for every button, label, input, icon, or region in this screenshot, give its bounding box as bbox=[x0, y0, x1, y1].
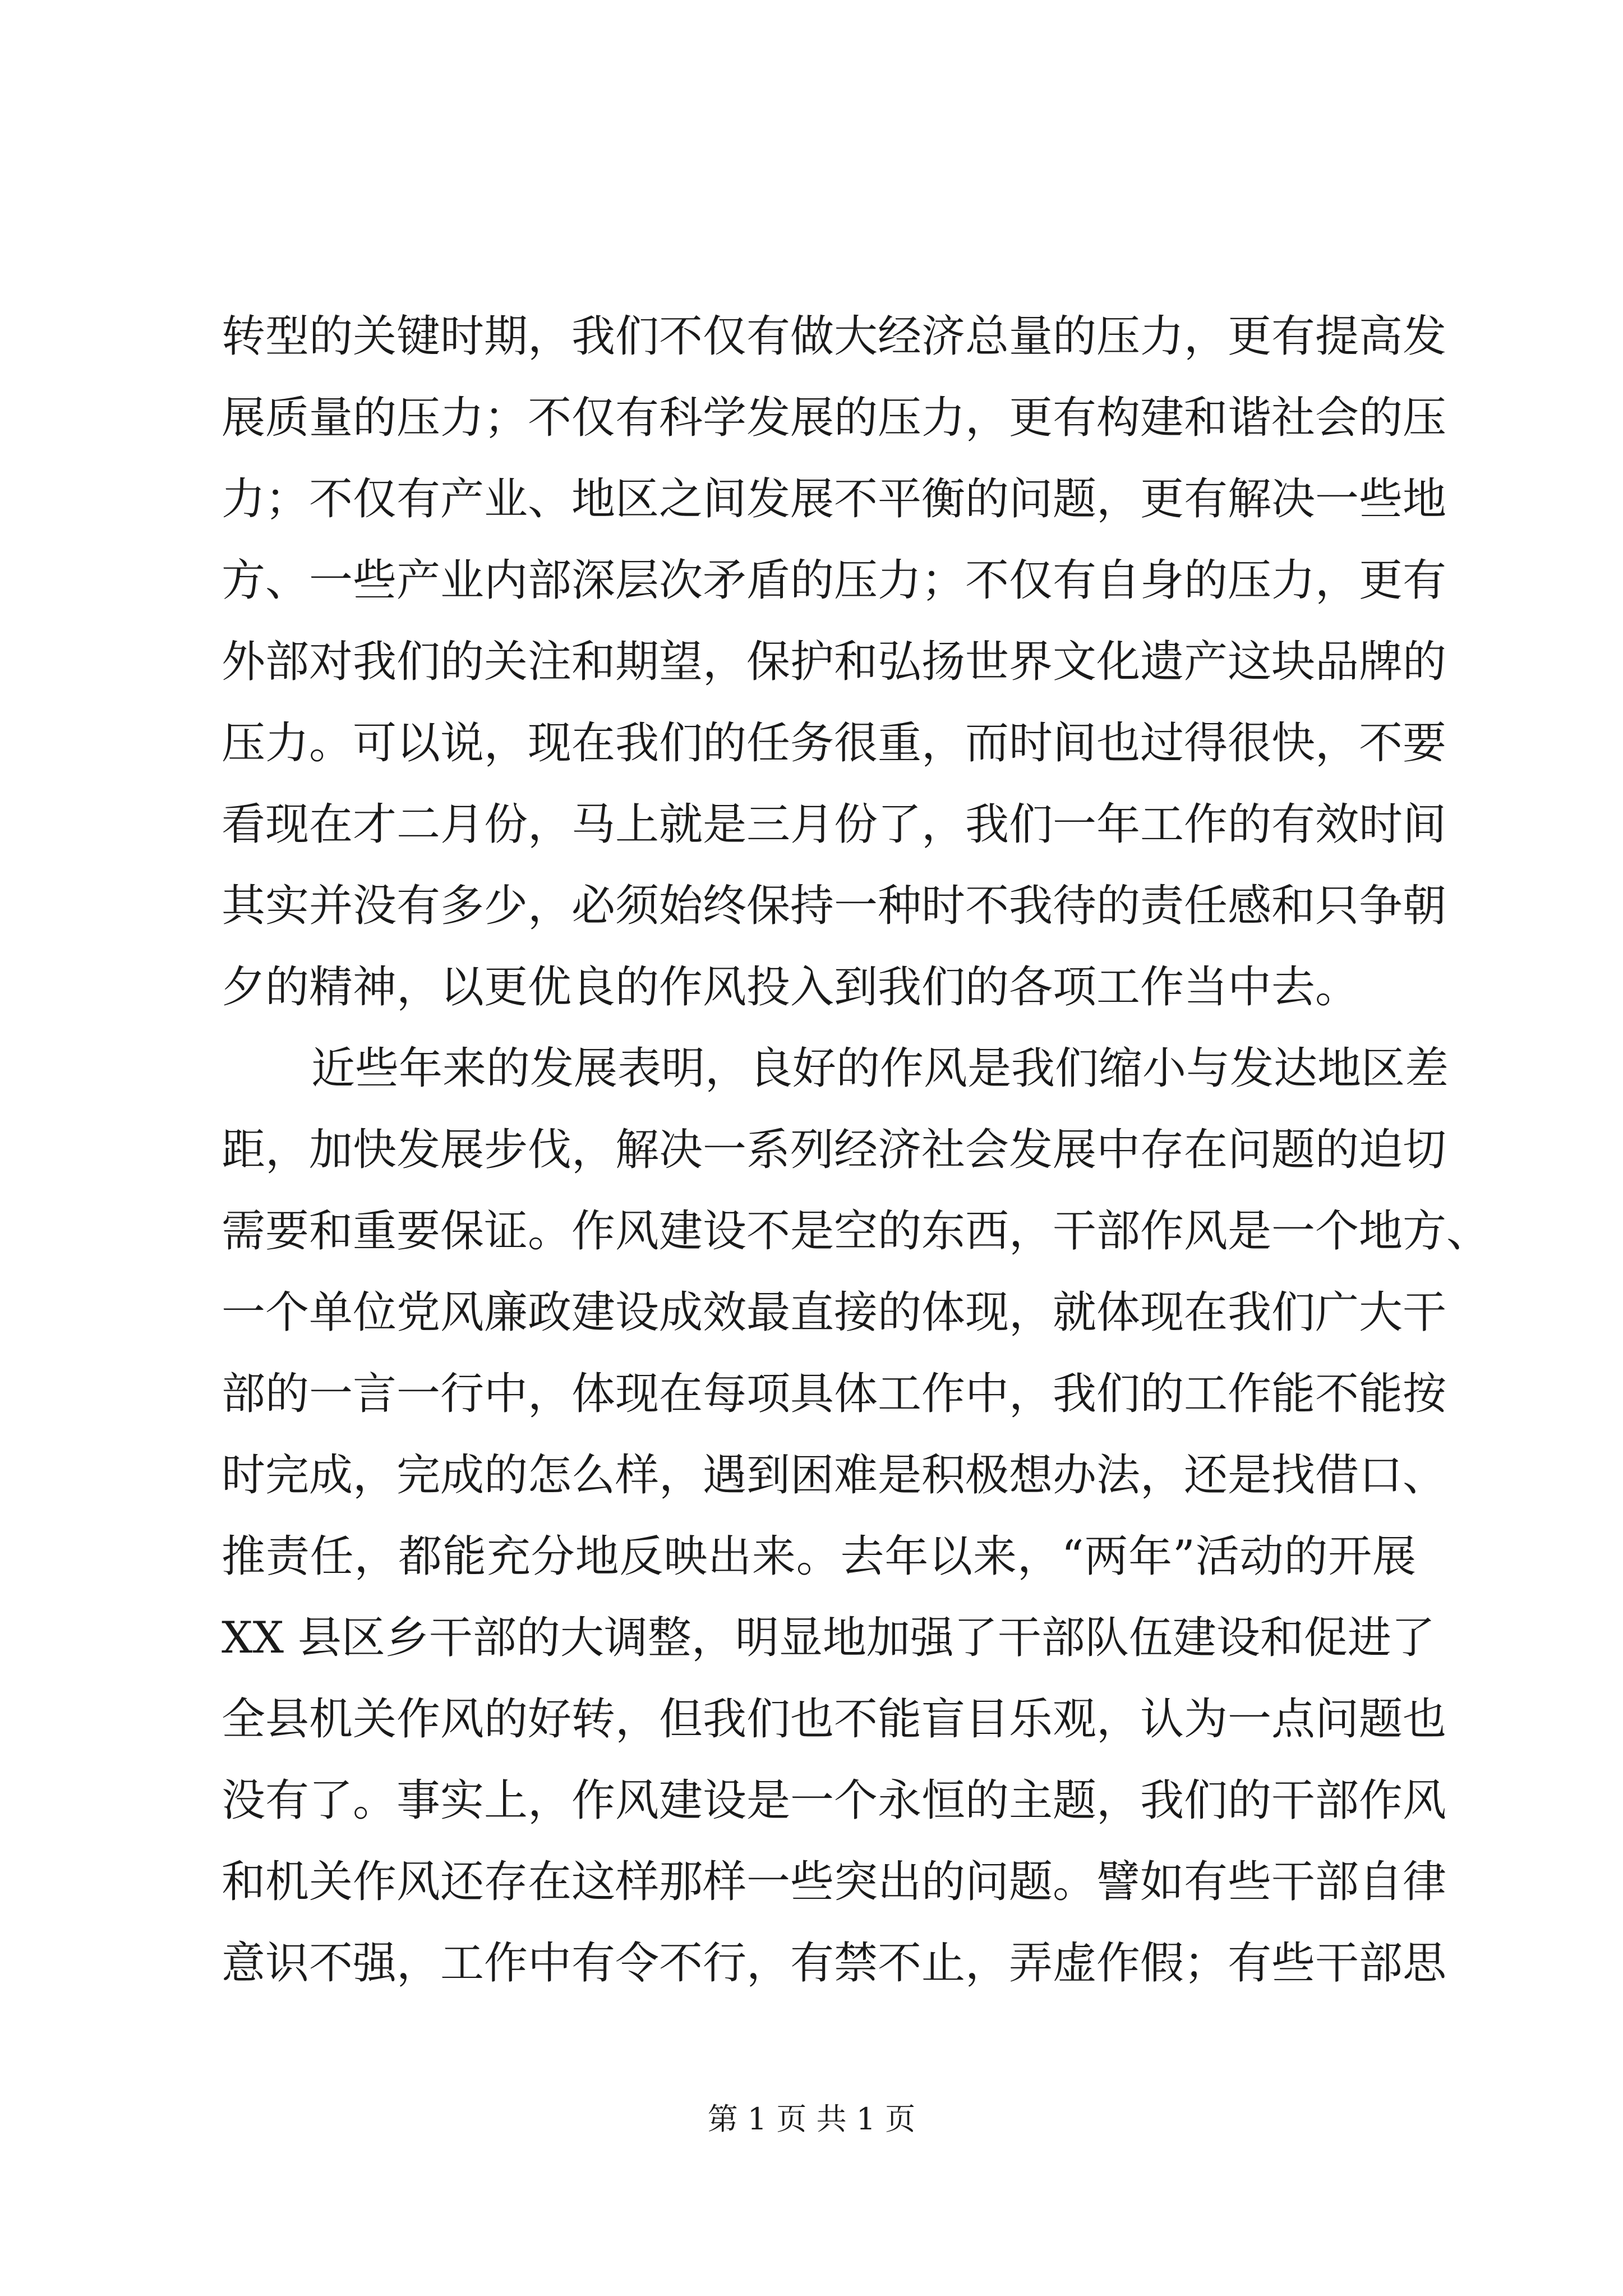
text-line: 夕的精神，以更优良的作风投入到我们的各项工作当中去。 bbox=[222, 962, 1359, 1013]
text-line: 其实并没有多少，必须始终保持一种时不我待的责任感和只争朝 bbox=[222, 881, 1447, 931]
text-line: 距，加快发展步伐，解决一系列经济社会发展中存在问题的迫切 bbox=[222, 1125, 1447, 1175]
text-line: 一个单位党风廉政建设成效最直接的体现，就体现在我们广大干 bbox=[222, 1287, 1447, 1338]
text-line: 全县机关作风的好转，但我们也不能盲目乐观，认为一点问题也 bbox=[222, 1694, 1447, 1745]
text-line: 部的一言一行中，体现在每项具体工作中，我们的工作能不能按 bbox=[222, 1369, 1447, 1419]
text-line: 力；不仅有产业、地区之间发展不平衡的问题，更有解决一些地 bbox=[222, 474, 1447, 524]
text-line: 压力。可以说，现在我们的任务很重，而时间也过得很快，不要 bbox=[222, 718, 1447, 769]
text-line: XX 县区乡干部的大调整，明显地加强了干部队伍建设和促进了 bbox=[222, 1613, 1435, 1663]
text-line: 需要和重要保证。作风建设不是空的东西，干部作风是一个地方、 bbox=[222, 1206, 1491, 1257]
text-line: 意识不强，工作中有令不行，有禁不止，弄虚作假；有些干部思 bbox=[222, 1938, 1447, 1989]
page-footer: 第 1 页 共 1 页 bbox=[707, 2101, 916, 2137]
text-line: 外部对我们的关注和期望，保护和弘扬世界文化遗产这块品牌的 bbox=[222, 637, 1447, 687]
text-line: 时完成，完成的怎么样，遇到困难是积极想办法，还是找借口、 bbox=[222, 1450, 1447, 1501]
text-line: 转型的关键时期，我们不仅有做大经济总量的压力，更有提高发 bbox=[222, 311, 1447, 362]
text-line: 看现在才二月份，马上就是三月份了，我们一年工作的有效时间 bbox=[222, 799, 1447, 850]
text-line: 推责任，都能充分地反映出来。去年以来，“两年”活动的开展 bbox=[222, 1531, 1416, 1582]
text-line: 展质量的压力；不仅有科学发展的压力，更有构建和谐社会的压 bbox=[222, 393, 1447, 443]
text-line: 方、一些产业内部深层次矛盾的压力；不仅有自身的压力，更有 bbox=[222, 555, 1447, 606]
text-line: 和机关作风还存在这样那样一些突出的问题。譬如有些干部自律 bbox=[222, 1857, 1447, 1907]
text-line: 近些年来的发展表明，良好的作风是我们缩小与发达地区差 bbox=[311, 1043, 1449, 1094]
text-line: 没有了。事实上，作风建设是一个永恒的主题，我们的干部作风 bbox=[222, 1775, 1447, 1826]
